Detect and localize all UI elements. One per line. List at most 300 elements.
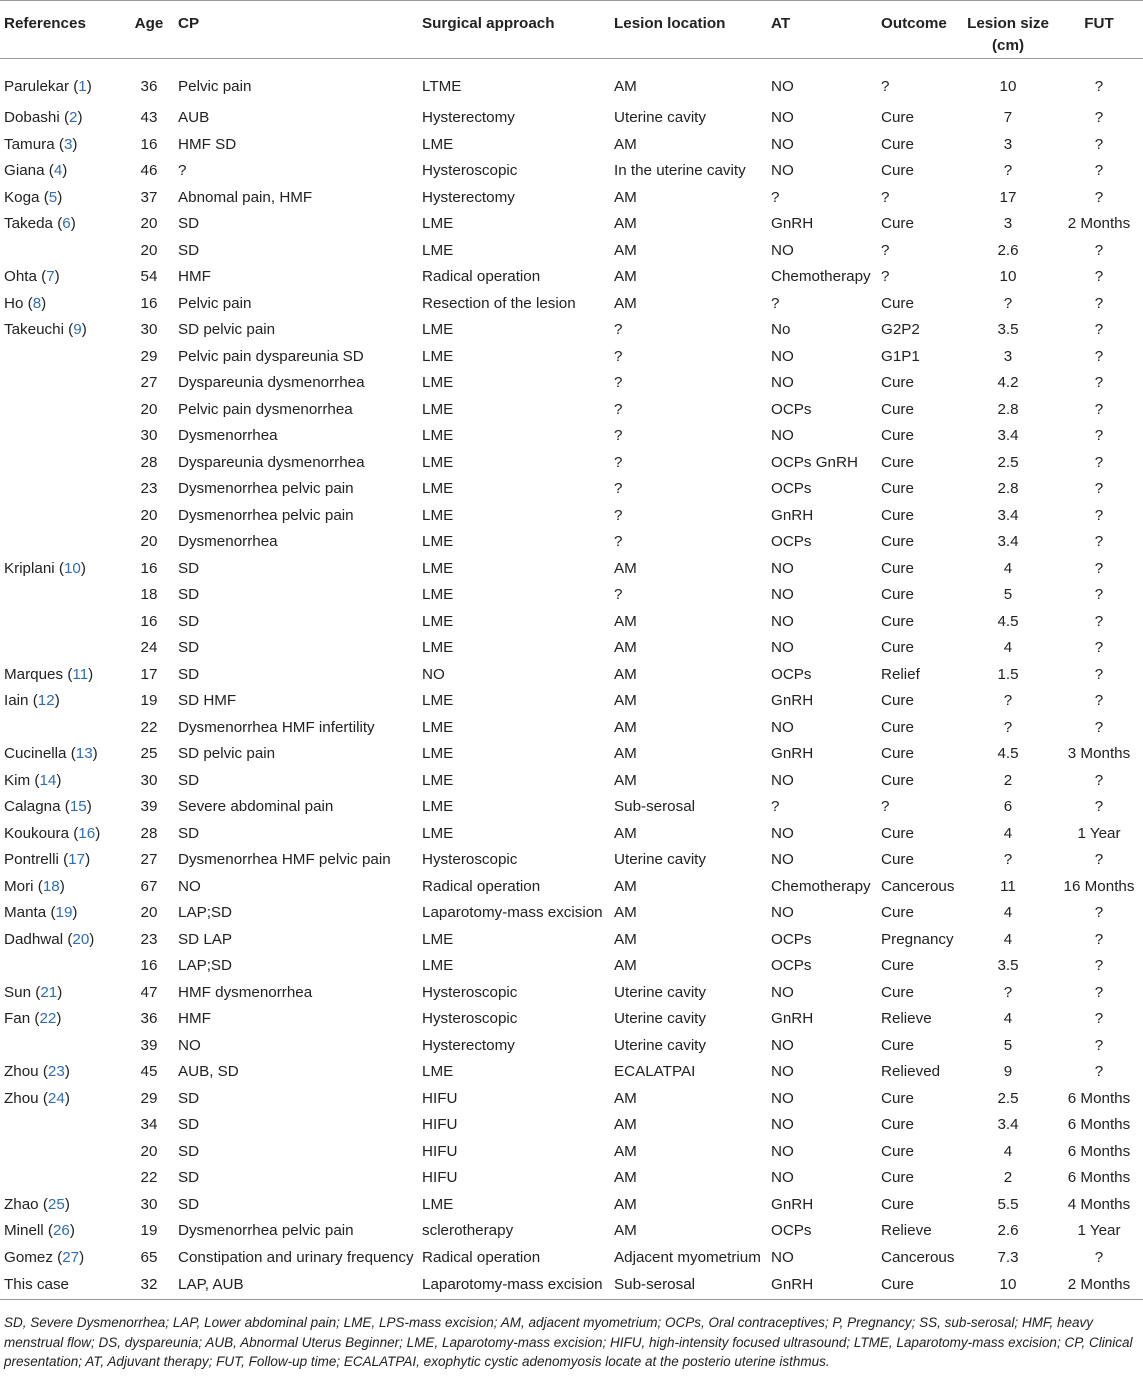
citation-link[interactable]: 10: [63, 559, 81, 577]
cell-age: 30: [140, 1195, 158, 1213]
cell-surgical-approach: LTME: [422, 78, 462, 95]
cell-age: 19: [140, 692, 158, 710]
table-row: [0, 794, 1143, 821]
cell-lesion-size: 4: [1003, 639, 1013, 657]
cell-fut: ?: [1094, 692, 1104, 710]
cell-cp: HMF: [178, 1010, 211, 1028]
cell-outcome: Cure: [881, 612, 914, 630]
cell-reference: Takeda (6): [4, 215, 76, 233]
cell-at: OCPs: [771, 665, 812, 683]
header-row: [0, 1, 1143, 59]
cell-outcome: Cure: [881, 1169, 914, 1187]
citation-link[interactable]: 15: [69, 798, 87, 816]
cell-lesion-size: 3.4: [997, 1116, 1019, 1134]
citation-link[interactable]: 22: [39, 1010, 57, 1028]
cell-outcome: Cure: [881, 957, 914, 975]
cell-cp: AUB: [178, 109, 210, 127]
citation-link[interactable]: 23: [47, 1063, 65, 1081]
cell-fut: ?: [1094, 771, 1104, 789]
cell-reference: Gomez (27): [4, 1248, 85, 1266]
header-lesion-size: [961, 1, 1055, 59]
cell-outcome: ?: [881, 268, 890, 286]
cell-age: 20: [140, 400, 158, 418]
cell-cp: SD: [178, 241, 200, 259]
cell-fut: ?: [1094, 665, 1104, 683]
cell-lesion-location: ECALATPAI: [614, 1063, 696, 1081]
citation-link[interactable]: 21: [40, 983, 58, 1001]
cell-at: GnRH: [771, 1010, 814, 1028]
cell-lesion-location: Sub-serosal: [614, 798, 696, 816]
reference-author: Zhao: [4, 1195, 39, 1213]
cell-cp: LAP;SD: [178, 957, 233, 975]
citation-link[interactable]: 5: [48, 188, 58, 206]
cell-surgical-approach: LME: [422, 639, 454, 657]
cell-cp: Pelvic pain dyspareunia SD: [178, 347, 364, 365]
cell-fut: 1 Year: [1077, 1222, 1121, 1240]
cell-outcome: Cure: [881, 109, 914, 127]
reference-author: Ho: [4, 294, 24, 312]
cell-lesion-size: 2: [1003, 771, 1013, 789]
reference-author: Dadhwal: [4, 930, 64, 948]
cell-lesion-location: AM: [614, 78, 637, 95]
cell-surgical-approach: NO: [422, 665, 445, 683]
cell-cp: SD pelvic pain: [178, 745, 276, 763]
cell-lesion-location: AM: [614, 1116, 637, 1134]
cell-fut: ?: [1094, 798, 1104, 816]
cell-surgical-approach: LME: [422, 745, 454, 763]
table-row: [0, 185, 1143, 212]
table-row: [0, 370, 1143, 397]
cell-age: 54: [140, 268, 158, 286]
table-row: [0, 556, 1143, 583]
table-row: [0, 847, 1143, 874]
table-row: [0, 953, 1143, 980]
cell-cp: Dyspareunia dysmenorrhea: [178, 374, 365, 392]
cell-fut: 6 Months: [1067, 1169, 1131, 1187]
table-row: [0, 1059, 1143, 1086]
header-lesion-location: Lesion location: [614, 1, 771, 59]
cell-age: 20: [140, 1142, 158, 1160]
cell-reference: Minell (26): [4, 1222, 75, 1240]
cell-lesion-size: 2: [1003, 1169, 1013, 1187]
header-references: References: [0, 1, 120, 59]
cell-lesion-size: 2.8: [997, 400, 1019, 418]
reference-author: Dobashi: [4, 109, 60, 127]
cell-lesion-location: AM: [614, 1222, 637, 1240]
cell-surgical-approach: LME: [422, 718, 454, 736]
cell-outcome: Cure: [881, 692, 914, 710]
cell-outcome: Cure: [881, 162, 914, 180]
cell-reference: Marques (11): [4, 665, 94, 683]
cell-lesion-location: ?: [614, 506, 623, 524]
cell-lesion-location: AM: [614, 559, 637, 577]
cell-fut: ?: [1094, 639, 1104, 657]
cell-age: 16: [140, 612, 158, 630]
cell-fut: ?: [1094, 1248, 1104, 1266]
cell-lesion-location: AM: [614, 612, 637, 630]
cell-fut: 6 Months: [1067, 1089, 1131, 1107]
cell-at: NO: [771, 612, 794, 630]
cell-surgical-approach: LME: [422, 559, 454, 577]
cell-cp: SD: [178, 771, 200, 789]
cell-age: 36: [140, 1010, 158, 1028]
cell-age: 23: [140, 930, 158, 948]
cell-reference: Mori (18): [4, 877, 65, 895]
reference-author: Calagna: [4, 798, 61, 816]
cell-fut: 4 Months: [1067, 1195, 1131, 1213]
cell-age: 34: [140, 1116, 158, 1134]
cell-cp: Pelvic pain: [178, 78, 252, 95]
reference-author: Gomez: [4, 1248, 53, 1266]
cell-lesion-location: AM: [614, 1169, 637, 1187]
cell-outcome: Cure: [881, 1142, 914, 1160]
cell-lesion-size: 5.5: [997, 1195, 1019, 1213]
cell-age: 25: [140, 745, 158, 763]
cell-outcome: Cure: [881, 1271, 961, 1300]
cell-cp: Dysmenorrhea pelvic pain: [178, 1222, 354, 1240]
citation-link[interactable]: 3: [63, 135, 73, 153]
cell-outcome: Cure: [881, 586, 914, 604]
cell-age: 36: [140, 78, 158, 95]
cell-lesion-size: 10: [999, 268, 1017, 286]
table-row: [0, 1112, 1143, 1139]
cell-at: NO: [771, 1142, 794, 1160]
cell-surgical-approach: LME: [422, 586, 454, 604]
cell-lesion-size: 17: [999, 188, 1017, 206]
cell-age: 28: [140, 824, 158, 842]
cell-outcome: Cure: [881, 215, 914, 233]
citation-link[interactable]: 18: [42, 877, 60, 895]
cell-reference: [0, 450, 120, 477]
cell-lesion-size: 3.4: [997, 533, 1019, 551]
cell-age: 28: [140, 453, 158, 471]
cell-surgical-approach: LME: [422, 771, 454, 789]
citation-link[interactable]: 25: [47, 1195, 65, 1213]
cell-cp: LAP;SD: [178, 904, 233, 922]
cell-outcome: Cure: [881, 506, 914, 524]
cell-at: NO: [771, 1089, 794, 1107]
cell-lesion-location: AM: [614, 1195, 637, 1213]
cell-lesion-size: 5: [1003, 1036, 1013, 1054]
cell-lesion-size: 3: [1003, 215, 1013, 233]
cell-surgical-approach: Hysterectomy: [422, 1036, 515, 1054]
cell-at: GnRH: [771, 506, 814, 524]
cell-outcome: Relieve: [881, 1222, 932, 1240]
cell-lesion-location: Uterine cavity: [614, 109, 707, 127]
cell-age: 65: [140, 1248, 158, 1266]
cell-at: NO: [771, 347, 794, 365]
cell-lesion-size: 4.2: [997, 374, 1019, 392]
cell-lesion-size: 2.5: [997, 1089, 1019, 1107]
reference-author: Kriplani: [4, 559, 55, 577]
cell-surgical-approach: Hysteroscopic: [422, 983, 518, 1001]
cell-fut: ?: [1094, 427, 1104, 445]
cell-fut: ?: [1094, 506, 1104, 524]
cell-fut: ?: [1094, 268, 1104, 286]
cell-lesion-size: 10: [961, 1271, 1055, 1300]
reference-author: Iain: [4, 692, 29, 710]
cell-surgical-approach: LME: [422, 427, 454, 445]
cell-lesion-location: ?: [614, 400, 623, 418]
cell-surgical-approach: LME: [422, 241, 454, 259]
cell-cp: SD: [178, 559, 200, 577]
cell-reference: [0, 609, 120, 636]
cell-fut: ?: [1094, 586, 1104, 604]
cell-lesion-size: 3: [1003, 347, 1013, 365]
table-row: [0, 980, 1143, 1007]
cell-age: 27: [140, 851, 158, 869]
cell-cp: SD: [178, 215, 200, 233]
table-row: [0, 927, 1143, 954]
cell-at: NO: [771, 851, 794, 869]
cell-at: GnRH: [771, 215, 814, 233]
table-row: [0, 105, 1143, 132]
cell-surgical-approach: LME: [422, 957, 454, 975]
cell-lesion-location: AM: [614, 745, 637, 763]
citation-link[interactable]: 20: [72, 930, 90, 948]
cell-reference: [0, 953, 120, 980]
cell-lesion-size: ?: [1003, 718, 1013, 736]
cell-fut: ?: [1094, 904, 1104, 922]
cell-at: NO: [771, 78, 794, 95]
cell-lesion-location: ?: [614, 586, 623, 604]
cell-fut: ?: [1094, 612, 1104, 630]
cell-lesion-location: AM: [614, 135, 637, 153]
reference-author: Koga: [4, 188, 40, 206]
citation-link[interactable]: 27: [62, 1248, 80, 1266]
cell-reference: [0, 1271, 120, 1300]
cell-surgical-approach: LME: [422, 1063, 454, 1081]
cell-reference: [0, 635, 120, 662]
table-row: [0, 476, 1143, 503]
cell-lesion-location: AM: [614, 268, 637, 286]
cell-reference: Giana (4): [4, 162, 68, 180]
cell-age: 20: [140, 241, 158, 259]
cell-cp: Dysmenorrhea: [178, 427, 278, 445]
cell-lesion-size: 2.5: [997, 453, 1019, 471]
cell-surgical-approach: LME: [422, 824, 454, 842]
reference-author: Kim: [4, 771, 31, 789]
cell-fut: 2 Months: [1055, 1271, 1143, 1300]
citation-link[interactable]: 17: [68, 851, 86, 869]
cell-lesion-location: AM: [614, 824, 637, 842]
cell-reference: [0, 715, 120, 742]
cell-cp: Pelvic pain dysmenorrhea: [178, 400, 353, 418]
cell-lesion-location: ?: [614, 533, 623, 551]
table-row: [0, 715, 1143, 742]
cell-lesion-size: 2.6: [997, 241, 1019, 259]
cell-reference: Fan (22): [4, 1010, 62, 1028]
cell-outcome: Relieve: [881, 1010, 932, 1028]
citation-link[interactable]: 14: [39, 771, 57, 789]
cell-surgical-approach: HIFU: [422, 1169, 458, 1187]
citation-link[interactable]: 13: [75, 745, 93, 763]
cell-age: 46: [140, 162, 158, 180]
cell-lesion-location: AM: [614, 904, 637, 922]
table-row: [0, 821, 1143, 848]
cell-surgical-approach: LME: [422, 480, 454, 498]
cell-outcome: Cure: [881, 745, 914, 763]
cell-outcome: Relief: [881, 665, 920, 683]
cell-age: 37: [140, 188, 158, 206]
citation-link[interactable]: 26: [52, 1222, 70, 1240]
cell-fut: ?: [1094, 1063, 1104, 1081]
cell-lesion-location: Sub-serosal: [614, 1271, 771, 1300]
reference-author: Pontrelli: [4, 851, 59, 869]
reference-author: Sun: [4, 983, 32, 1001]
citation-link[interactable]: 12: [37, 692, 55, 710]
table-row: [0, 1139, 1143, 1166]
cell-lesion-size: 2.8: [997, 480, 1019, 498]
cell-lesion-size: 3.4: [997, 427, 1019, 445]
cell-surgical-approach: LME: [422, 321, 454, 339]
cell-outcome: Cure: [881, 1089, 914, 1107]
cell-cp: SD: [178, 1116, 200, 1134]
cell-lesion-location: Uterine cavity: [614, 851, 707, 869]
cell-surgical-approach: Hysteroscopic: [422, 1010, 518, 1028]
cell-at: NO: [771, 1248, 794, 1266]
citation-link[interactable]: 6: [62, 215, 71, 233]
cell-outcome: Cure: [881, 983, 914, 1001]
citation-link[interactable]: 7: [46, 268, 55, 286]
cell-surgical-approach: Radical operation: [422, 1248, 541, 1266]
reference-author: Cucinella: [4, 745, 67, 763]
cell-lesion-size: 4: [1003, 1010, 1013, 1028]
cell-lesion-size: 7: [1003, 109, 1013, 127]
reference-author: Takeuchi: [4, 321, 64, 339]
cell-reference: [0, 1033, 120, 1060]
cell-age: 30: [140, 427, 158, 445]
cell-age: 29: [140, 1089, 158, 1107]
citation-link[interactable]: 4: [53, 162, 63, 180]
cell-at: GnRH: [771, 1195, 814, 1213]
cell-cp: Severe abdominal pain: [178, 798, 334, 816]
citation-link[interactable]: 8: [32, 294, 42, 312]
cell-age: 27: [140, 374, 158, 392]
cell-lesion-size: 4: [1003, 559, 1013, 577]
citation-link[interactable]: 11: [72, 665, 89, 683]
cell-lesion-location: AM: [614, 718, 637, 736]
cell-surgical-approach: LME: [422, 612, 454, 630]
cell-age: 20: [140, 506, 158, 524]
citation-link[interactable]: 2: [69, 109, 78, 127]
cell-surgical-approach: LME: [422, 400, 454, 418]
cell-lesion-location: AM: [614, 957, 637, 975]
cell-reference: Dadhwal (20): [4, 930, 95, 948]
cell-surgical-approach: Hysterectomy: [422, 188, 515, 206]
cell-fut: 6 Months: [1067, 1116, 1131, 1134]
cell-cp: Dysmenorrhea HMF infertility: [178, 718, 375, 736]
cell-fut: ?: [1094, 983, 1104, 1001]
cell-fut: ?: [1094, 533, 1104, 551]
cell-outcome: Cure: [881, 453, 914, 471]
table-footnote: SD, Severe Dysmenorrhea; LAP, Lower abdominal pain; LME, LPS-mass excision; AM, adjacent myometrium; OCPs, Oral contraceptives; P, Pregnancy; SS, sub-serosal; HMF, heavy menstrual flow; DS, dyspareunia; AUB, Abnormal Uterus Beginner; LME, Laparotomy-mass excision; HIFU, high-intensity focused ultrasound; LTME, Laparotomy-mass excision; CP, Clinical presentation; AT, Adjuvant therapy; FUT, Follow-up time; ECALATPAI, exophytic cystic adenomyosis locate at the posterio uterine isthmus.: [4, 1315, 1133, 1369]
cell-lesion-size: ?: [1003, 983, 1013, 1001]
cell-outcome: Cure: [881, 400, 914, 418]
citation-link[interactable]: 24: [47, 1089, 65, 1107]
cell-outcome: ?: [881, 188, 890, 206]
table-row: [0, 1086, 1143, 1113]
cell-at: GnRH: [771, 692, 814, 710]
reference-author: Ohta: [4, 268, 37, 286]
table-row: [0, 317, 1143, 344]
citation-link[interactable]: 19: [55, 904, 73, 922]
table-row: [0, 874, 1143, 901]
cell-age: 67: [140, 877, 158, 895]
citation-link[interactable]: 16: [78, 824, 96, 842]
cell-lesion-location: AM: [614, 771, 637, 789]
cell-reference: [0, 397, 120, 424]
cell-reference: Cucinella (13): [4, 745, 98, 763]
cell-fut: ?: [1094, 930, 1104, 948]
cell-lesion-size: 9: [1003, 1063, 1013, 1081]
table-row: [0, 211, 1143, 238]
cell-at: NO: [771, 639, 794, 657]
cell-cp: SD: [178, 586, 200, 604]
table-row: [0, 450, 1143, 477]
cell-age: 45: [140, 1063, 158, 1081]
citation-link[interactable]: 9: [73, 321, 82, 339]
cell-lesion-location: Adjacent myometrium: [614, 1248, 761, 1266]
cell-at: NO: [771, 718, 794, 736]
cell-age: 17: [140, 665, 158, 683]
cell-cp: Constipation and urinary frequency: [178, 1248, 414, 1266]
cell-cp: SD pelvic pain: [178, 321, 276, 339]
cell-reference: Sun (21): [4, 983, 63, 1001]
cell-lesion-location: AM: [614, 1089, 637, 1107]
cell-surgical-approach: HIFU: [422, 1116, 458, 1134]
citation-link[interactable]: 1: [78, 78, 87, 95]
cell-cp: HMF dysmenorrhea: [178, 983, 313, 1001]
cell-fut: ?: [1094, 400, 1104, 418]
cell-outcome: ?: [881, 78, 890, 95]
cell-at: NO: [771, 427, 794, 445]
cell-reference: [0, 503, 120, 530]
cell-lesion-size: 3.5: [997, 957, 1019, 975]
cell-fut: ?: [1094, 374, 1104, 392]
cell-age: 24: [140, 639, 158, 657]
cell-surgical-approach: HIFU: [422, 1142, 458, 1160]
reference-author: Fan: [4, 1010, 31, 1028]
header-fut: FUT: [1055, 1, 1143, 59]
cell-cp: SD: [178, 639, 200, 657]
cell-at: NO: [771, 559, 794, 577]
cell-cp: LAP, AUB: [178, 1271, 422, 1300]
cell-age: 16: [140, 135, 158, 153]
cell-fut: ?: [1094, 1010, 1104, 1028]
cell-at: NO: [771, 771, 794, 789]
table-row: [0, 291, 1143, 318]
cell-fut: ?: [1094, 957, 1104, 975]
cell-at: NO: [771, 1169, 794, 1187]
cell-outcome: Cure: [881, 718, 914, 736]
cell-age: 30: [140, 771, 158, 789]
cell-lesion-size: 5: [1003, 586, 1013, 604]
cell-outcome: Cure: [881, 480, 914, 498]
cell-reference: Iain (12): [4, 692, 60, 710]
cell-fut: ?: [1094, 294, 1104, 312]
table-row: [0, 662, 1143, 689]
reference-author: Zhou: [4, 1063, 39, 1081]
cell-fut: ?: [1094, 559, 1104, 577]
cell-at: OCPs: [771, 533, 812, 551]
cell-lesion-size: 4.5: [997, 612, 1019, 630]
cell-at: ?: [771, 188, 780, 206]
cell-reference: Koukoura (16): [4, 824, 101, 842]
cell-age: 22: [140, 718, 158, 736]
cell-at: NO: [771, 109, 794, 127]
cell-surgical-approach: HIFU: [422, 1089, 458, 1107]
